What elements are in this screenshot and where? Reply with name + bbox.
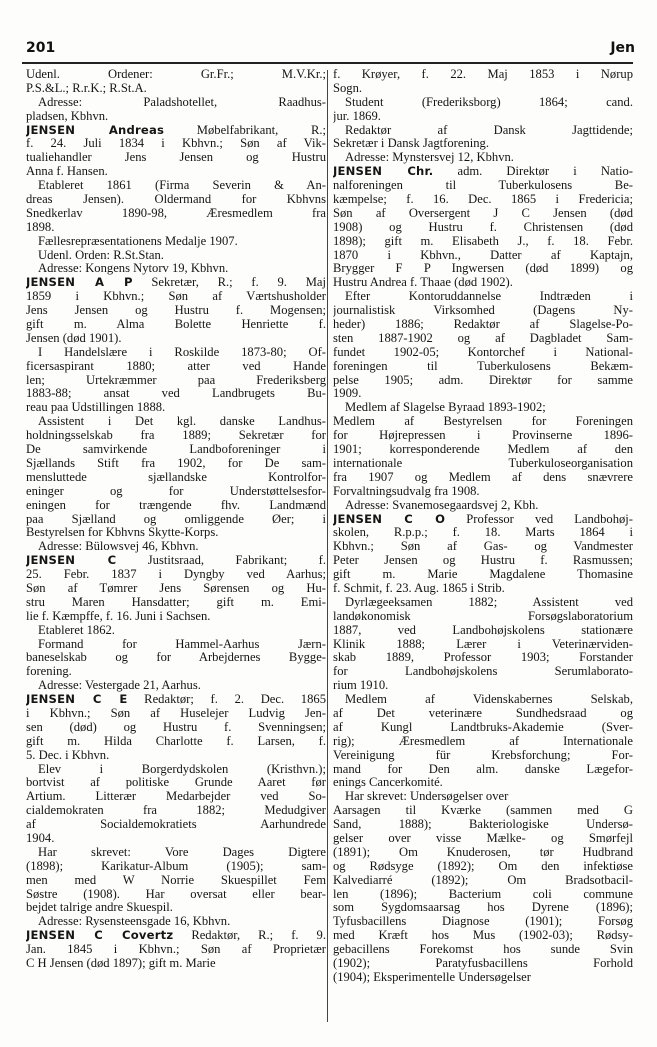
entry-heading-line: [333, 165, 633, 179]
text-line: mand for Den alm. danske Lægefor-: [333, 762, 633, 776]
column-separator: [327, 70, 328, 1022]
text-line: Adresse: Svanemosegaardsvej 2, Kbh.: [345, 498, 539, 512]
text-line: rig); Æresmedlem af Internationale: [333, 734, 633, 748]
text-line: Adresse: Vestergade 21, Aarhus.: [38, 679, 201, 693]
text-line: Kalvediarré (1892); Om Bradsotbacil-: [333, 873, 633, 887]
text-line: Medlem af Videnskabernes Selskab,: [345, 693, 633, 707]
text-line: paa Sjælland og omliggende Øer; i: [26, 512, 326, 526]
text-line: reau paa Udstillingen 1888.: [26, 401, 166, 415]
text-line: Kbhvn.; Søn af Gas- og Vandmester: [333, 540, 633, 554]
text-line: tualiehandler Jens Jensen og Hustru: [26, 151, 326, 165]
text-line: Redaktør af Dansk Jagttidende;: [345, 123, 633, 137]
entry-heading-line: [26, 124, 326, 138]
text-line: eningen for trængende fhv. Landmænd: [26, 498, 326, 512]
text-line: kæmpelse; f. 16. Dec. 1865 i Fredericia;: [333, 193, 633, 207]
text-line: internationale Tuberkuloseorganisation: [333, 456, 633, 470]
entry-headword: JENSEN Chr.: [333, 165, 434, 179]
text-line: 1887, ved Landbohøjskolens stationære: [333, 623, 633, 637]
text-line: journalistisk Virksomhed (Dagens Ny-: [333, 304, 633, 318]
text-line: Adresse: Mynstersvej 12, Kbhvn.: [345, 151, 514, 165]
text-line: 1909.: [333, 387, 362, 401]
text-line: Snedkerlav 1890-98, Æresmedlem fra: [26, 206, 326, 220]
text-line: og Rødsyge (1892); Om den infektiøse: [333, 859, 633, 873]
text-line: landøkonomisk Forsøgslaboratorium: [333, 609, 633, 623]
text-line: pelse 1905; adm. Direktør for samme: [333, 373, 633, 387]
text-line: holdningsselskab fra 1889; Sekretær for: [26, 429, 326, 443]
text-line: nalforeningen til Tuberkulosens Be-: [333, 179, 633, 193]
entry-heading-text: Redaktør, R.; f. 9.: [173, 929, 326, 943]
entry-headword: JENSEN C E: [26, 693, 128, 707]
text-line: Student (Frederiksborg) 1864; cand.: [345, 95, 633, 109]
text-line: baneselskab og for Arbejdernes Bygge-: [26, 651, 326, 665]
entry-heading-line: [333, 513, 633, 527]
text-line: 1898); gift m. Elisabeth J., f. 18. Febr.: [333, 234, 633, 248]
text-line: Etableret 1862.: [38, 623, 115, 637]
text-line: heder) 1886; Redaktør af Slagelse-Po-: [333, 318, 633, 332]
text-line: (1898); Karikatur-Album (1905); sam-: [26, 859, 326, 873]
entry-heading-text: Professor ved Landbohøj-: [445, 512, 633, 526]
text-line: foreningen til Tuberkulosens Bekæm-: [333, 359, 633, 373]
text-line: Anna f. Hansen.: [26, 165, 108, 179]
text-line: Medlem af Slagelse Byraad 1893-1902;: [345, 401, 546, 415]
text-line: skab 1889, Professor 1903; Forstander: [333, 651, 633, 665]
text-line: Har skrevet: Undersøgelser over: [345, 790, 509, 804]
text-line: Jensen (død 1901).: [26, 331, 122, 345]
text-line: Adresse: Rysensteensgade 16, Kbhvn.: [38, 915, 231, 929]
text-line: Brygger F P Ingwersen (død 1899) og: [333, 262, 633, 276]
text-line: i Kbhvn.; Søn af Huselejer Ludvig Jen-: [26, 706, 326, 720]
text-line: Udenl. Ordener: Gr.Fr.; M.V.Kr.;: [26, 68, 326, 81]
text-line: len; Urtekræmmer paa Frederiksberg: [26, 373, 326, 387]
text-line: eninger og for Understøttelsesfor-: [26, 484, 326, 498]
text-line: 5. Dec. i Kbhvn.: [26, 748, 110, 762]
text-line: skolen, R.p.p.; f. 18. Marts 1864 i: [333, 526, 633, 540]
text-line: men med W Norrie Skuespillet Fem: [26, 873, 326, 887]
text-line: dreas Jensen). Oldermand for Kbhvns: [26, 193, 326, 207]
text-line: med Kræft hos Mus (1902-03); Rødsy-: [333, 929, 633, 943]
text-line: stru Maren Hansdatter; gift m. Emi-: [26, 595, 326, 609]
text-line: gebacillens Forekomst hos sunde Svin: [333, 943, 633, 957]
text-line: mensluttede sjællandske Kontrolfor-: [26, 470, 326, 484]
page-number: 201: [26, 40, 56, 56]
text-line: for Højrepressen i Provinserne 1896-: [333, 429, 633, 443]
text-line: Har skrevet: Vore Dages Digtere: [38, 845, 326, 859]
text-line: Efter Kontoruddannelse Indtræden i: [345, 290, 633, 304]
text-line: Etableret 1861 (Firma Severin & An-: [38, 179, 326, 193]
text-line: f. Schmit, f. 23. Aug. 1865 i Strib.: [333, 581, 505, 595]
text-line: Søstre (1908). Har oversat eller bear-: [26, 887, 326, 901]
entry-heading-text: Sekretær, R.; f. 9. Maj: [132, 276, 326, 290]
text-line: gift m. Alma Bolette Henriette f.: [26, 318, 326, 332]
text-line: len (1896); Bacterium coli commune: [333, 887, 633, 901]
text-line: (1904); Eksperimentelle Undersøgelser: [333, 970, 531, 984]
text-line: Klinik 1888; Lærer i Veterinærviden-: [333, 637, 633, 651]
entry-headword: JENSEN C O: [333, 512, 446, 526]
text-line: jur. 1869.: [333, 109, 381, 123]
text-line: sten 1887-1902 og af Dagbladet Sam-: [333, 331, 633, 345]
text-line: Sjællands Stift fra 1902, for De sam-: [26, 456, 326, 470]
text-line: Artium. Litterær Medarbejder ved So-: [26, 790, 326, 804]
text-line: f. 24. Juli 1834 i Kbhvn.; Søn af Vik-: [26, 137, 326, 151]
text-line: I Handelslære i Roskilde 1873-80; Of-: [38, 345, 326, 359]
text-line: Adresse: Kongens Nytorv 19, Kbhvn.: [38, 262, 229, 276]
text-line: 1898.: [26, 220, 55, 234]
text-line: bejdet talrige andre Skuespil.: [26, 901, 173, 915]
text-line: 25. Febr. 1837 i Dyngby ved Aarhus;: [26, 568, 326, 582]
text-line: sen (død) og Hustru f. Svenningsen;: [26, 720, 326, 734]
text-line: Peter Jensen og Hustru f. Rasmussen;: [333, 554, 633, 568]
entry-headword: JENSEN A P: [26, 276, 133, 290]
text-line: Forvaltningsudvalg fra 1908.: [333, 484, 480, 498]
header-rule: [22, 62, 633, 64]
text-line: (1891); Om Knuderosen, tør Hudbrand: [333, 845, 633, 859]
text-line: forening.: [26, 665, 72, 679]
text-line: Vereinigung für Krebsforchung; For-: [333, 748, 633, 762]
text-line: C H Jensen (død 1897); gift m. Marie: [26, 957, 216, 970]
text-line: Dyrlægeeksamen 1882; Assistent ved: [345, 595, 633, 609]
left-column: [26, 68, 326, 971]
text-line: 1908) og Hustru f. Christensen (død: [333, 220, 633, 234]
entry-heading-line: [26, 276, 326, 290]
right-column: [333, 68, 633, 985]
text-line: Adresse: Paladshotellet, Raadhus-: [38, 95, 326, 109]
text-line: Fællesrepræsentationens Medalje 1907.: [38, 234, 238, 248]
text-line: ficersaspirant 1880; atter ved Hande: [26, 359, 326, 373]
text-line: cialdemokraten fra 1882; Medudgiver: [26, 804, 326, 818]
text-line: gelser over visse Mælke- og Smørfejl: [333, 831, 633, 845]
text-line: 1870 i Kbhvn., Datter af Kaptajn,: [333, 248, 633, 262]
text-line: Jan. 1845 i Kbhvn.; Søn af Proprietær: [26, 943, 326, 957]
text-line: for Landbohøjskolens Serumlaborato-: [333, 665, 633, 679]
text-line: Adresse: Bülowsvej 46, Kbhvn.: [38, 540, 199, 554]
text-line: Søn af Tømrer Jens Sørensen og Hu-: [26, 581, 326, 595]
text-line: Aarsagen til Kværke (sammen med G: [333, 804, 633, 818]
text-line: Sekretær i Dansk Jagtforening.: [333, 137, 489, 151]
text-line: Tyfusbacillens Diagnose (1901); Forsøg: [333, 915, 633, 929]
entry-headword: JENSEN C Covertz: [26, 929, 174, 943]
entry-heading-line: [26, 929, 326, 943]
text-line: 1901; korresponderende Medlem af den: [333, 443, 633, 457]
entry-heading-line: [26, 693, 326, 707]
text-line: af Kungl Landtbruks-Akademie (Sver-: [333, 720, 633, 734]
text-line: De samvirkende Landboforeninger i: [26, 443, 326, 457]
text-line: Sand, 1888); Bakteriologiske Undersø-: [333, 818, 633, 832]
text-line: 1859 i Kbhvn.; Søn af Værtshusholder: [26, 290, 326, 304]
entry-heading-text: Redaktør; f. 2. Dec. 1865: [127, 693, 326, 707]
text-line: Jens Jensen og Hustru f. Mogensen;: [26, 304, 326, 318]
text-line: 1904.: [26, 831, 55, 845]
text-line: (1902); Paratyfusbacillens Forhold: [333, 957, 633, 970]
text-line: fundet 1902-05; Kontorchef i National-: [333, 345, 633, 359]
text-line: Assistent i Det kgl. danske Landhus-: [38, 415, 326, 429]
text-line: Udenl. Orden: R.St.Stan.: [38, 248, 164, 262]
text-line: 1883-88; ansat ved Landbrugets Bu-: [26, 387, 326, 401]
text-line: af Det veterinære Sundhedsraad og: [333, 706, 633, 720]
text-line: Bestyrelsen for Kbhvns Skytte-Korps.: [26, 526, 219, 540]
text-line: fra 1907 og Medlem af dens snævrere: [333, 470, 633, 484]
text-line: bortvist af politiske Grunde Aaret før: [26, 776, 326, 790]
text-line: f. Krøyer, f. 22. Maj 1853 i Nørup: [333, 68, 633, 81]
entry-heading-text: Møbelfabrikant, R.;: [164, 123, 326, 137]
text-line: Elev i Borgerdydskolen (Kristhvn.);: [38, 762, 326, 776]
running-head: Jen: [610, 40, 635, 56]
text-line: pladsen, Kbhvn.: [26, 109, 109, 123]
text-line: gift m. Hilda Charlotte f. Larsen, f.: [26, 734, 326, 748]
text-line: Søn af Oversergent J C Jensen (død: [333, 206, 633, 220]
entry-headword: JENSEN Andreas: [26, 123, 165, 137]
text-line: af Socialdemokratiets Aarhundrede: [26, 818, 326, 832]
entry-heading-line: [26, 554, 326, 568]
text-line: P.S.&L.; R.r.K.; R.St.A.: [26, 81, 147, 95]
text-line: lie f. Kæmpffe, f. 16. Juni i Sachsen.: [26, 609, 211, 623]
text-line: rium 1910.: [333, 679, 389, 693]
entry-heading-text: Justitsraad, Fabrikant; f.: [116, 554, 326, 568]
text-line: som Sygdomsaarsag hos Dyrene (1896);: [333, 901, 633, 915]
text-line: Sogn.: [333, 81, 363, 95]
text-line: Medlem af Bestyrelsen for Foreningen: [333, 415, 633, 429]
entry-heading-text: adm. Direktør i Natio-: [433, 165, 633, 179]
text-line: Hustru Andrea f. Thaae (død 1902).: [333, 276, 513, 290]
text-line: gift m. Marie Magdalene Thomasine: [333, 568, 633, 582]
text-line: Formand for Hammel-Aarhus Jærn-: [38, 637, 326, 651]
text-line: enings Cancerkomité.: [333, 776, 443, 790]
entry-headword: JENSEN C: [26, 554, 117, 568]
